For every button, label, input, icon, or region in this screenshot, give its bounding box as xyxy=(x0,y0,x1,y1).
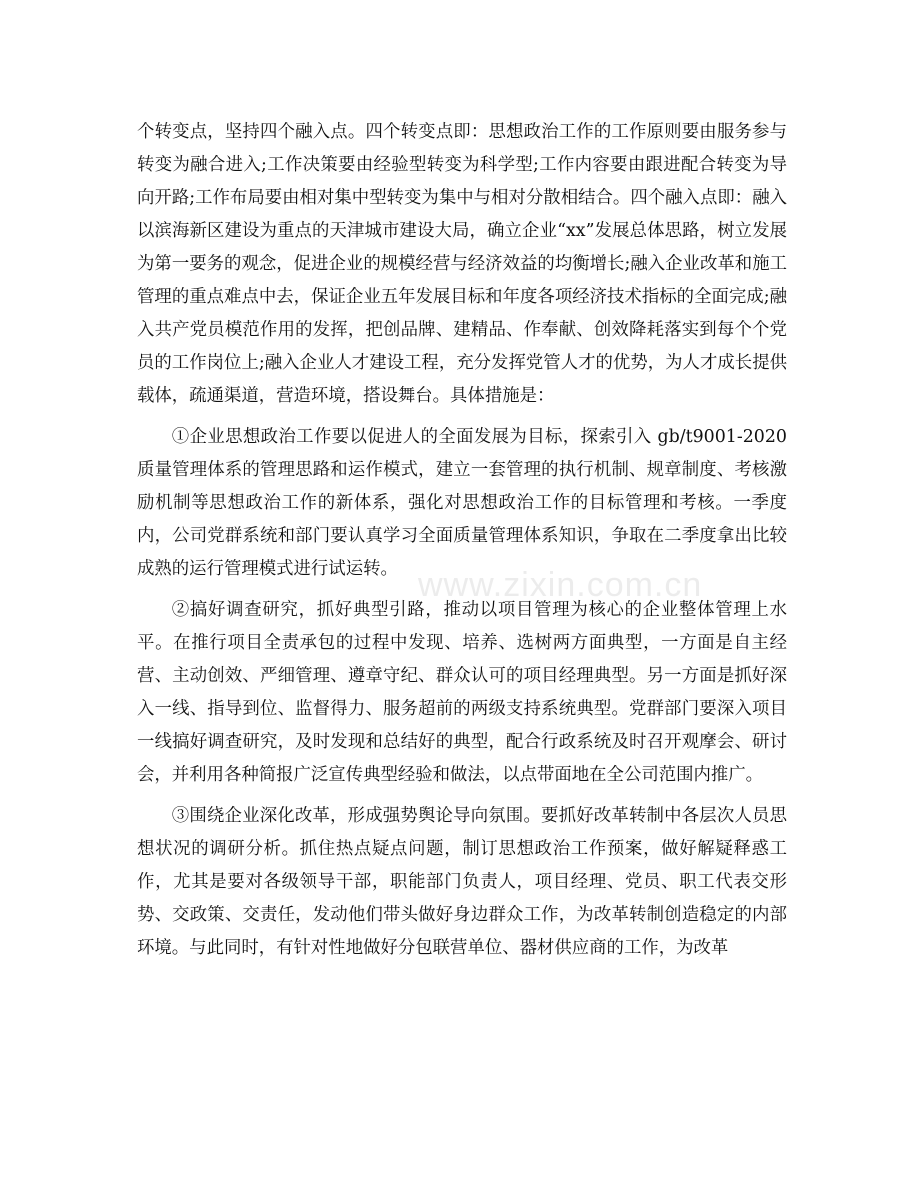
paragraph-4: ③围绕企业深化改革，形成强势舆论导向氛围。要抓好改革转制中各层次人员思想状况的调研分析。抓住热点疑点问题，制订思想政治工作预案，做好解疑释惑工作，尤其是要对各级领导干部，职能部门负责人，项目经理、党员、职工代表交形势、交政策、交责任，发动他们带头做好身边群众工作，为改革转制创造稳定的内部环境。与此同时，有针对性地做好分包联营单位、器材供应商的工作，为改革 xyxy=(137,806,787,958)
document-body xyxy=(137,116,787,973)
paragraph-1: 个转变点，坚持四个融入点。四个转变点即：思想政治工作的工作原则要由服务参与转变为融合进入;工作决策要由经验型转变为科学型;工作内容要由跟进配合转变为导向开路;工作布局要由相对集中型转变为集中与相对分散相结合。四个融入点即：融入以滨海新区建设为重点的天津城市建设大局，确立企业“xx”发展总体思路，树立发展为第一要务的观念，促进企业的规模经营与经济效益的均衡增长;融入企业改革和施工管理的重点难点中去，保证企业五年发展目标和年度各项经济技术指标的全面完成;融入共产党员模范作用的发挥，把创品牌、建精品、作奉献、创效降耗落实到每个个党员的工作岗位上;融入企业人才建设工程，充分发挥党管人才的优势，为人才成长提供载体，疏通渠道，营造环境，搭设舞台。具体措施是： xyxy=(137,122,787,406)
paragraph-3: ②搞好调查研究，抓好典型引路，推动以项目管理为核心的企业整体管理上水平。在推行项目全责承包的过程中发现、培养、选树两方面典型，一方面是自主经营、主动创效、严细管理、遵章守纪、群众认可的项目经理典型。另一方面是抓好深入一线、指导到位、监督得力、服务超前的两级支持系统典型。党群部门要深入项目一线搞好调查研究，及时发现和总结好的典型，配合行政系统及时召开观摩会、研讨会，并利用各种简报广泛宣传典型经验和做法，以点带面地在全公司范围内推广。 xyxy=(137,600,787,785)
paragraph-2: ①企业思想政治工作要以促进人的全面发展为目标，探索引入 gb/t9001-2020 质量管理体系的管理思路和运作模式，建立一套管理的执行机制、规章制度、考核激励机制等思想政治工作的新体系，强化对思想政治工作的目标管理和考核。一季度内，公司党群系统和部门要认真学习全面质量管理体系知识，争取在二季度拿出比较成熟的运行管理模式进行试运转。 xyxy=(137,427,787,579)
watermark-text: www.zixin.com.cn xyxy=(418,566,703,604)
